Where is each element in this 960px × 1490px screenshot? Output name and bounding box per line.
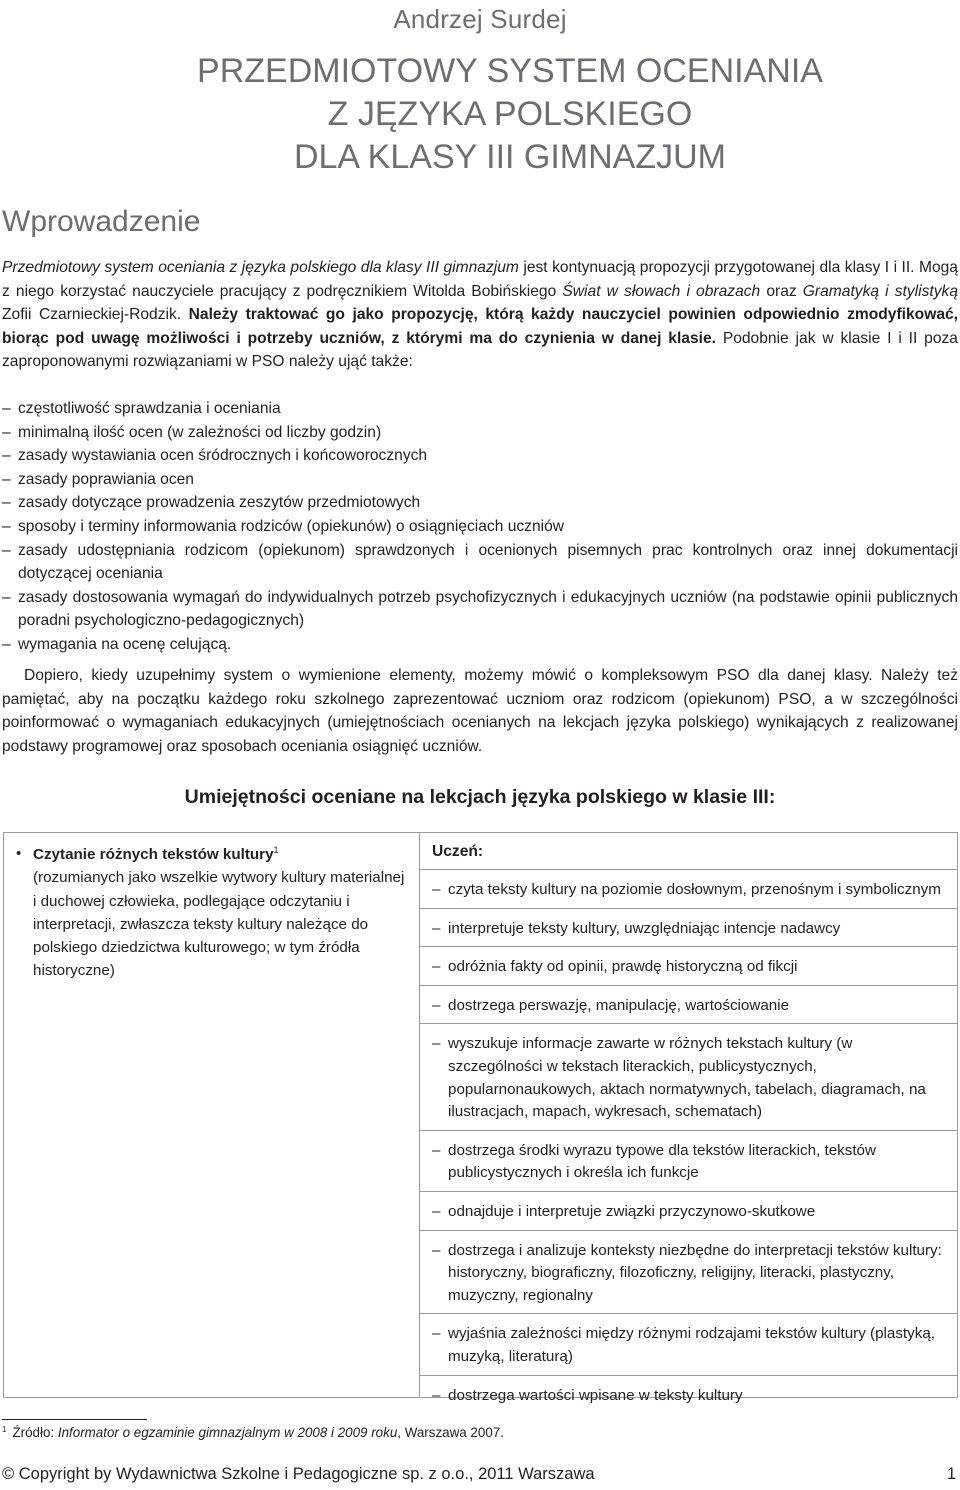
list-item: – sposoby i terminy informowania rodziców (opiekunów) o osiągnięciach uczniów — [2, 515, 958, 539]
student-skills-column — [420, 833, 957, 1404]
skill-category-description: (rozumianych jako wszelkie wytwory kultury materialnej i duchowej człowieka, podlegające odczytaniu i interpretacji, zwłaszcza teksty kultury należące do polskiego dziedzictwa kulturowego; w tym źródła historyczne) — [33, 869, 405, 980]
footnote — [2, 1424, 504, 1442]
copyright-notice: © Copyright by Wydawnictwa Szkolne i Pedagogiczne sp. z o.o., 2011 Warszawa — [2, 1465, 595, 1483]
footnote-source-title: Informator o egzaminie gimnazjalnym w 2008 i 2009 roku — [57, 1425, 398, 1440]
author-name: Andrzej Surdej — [393, 4, 567, 34]
footnote-reference: 1 — [273, 844, 279, 855]
list-item: – wymagania na ocenę celującą. — [2, 633, 958, 657]
intro-paragraph — [2, 256, 958, 374]
title-line-2: Z JĘZYKA POLSKIEGO — [327, 95, 693, 133]
intro-heading: Wprowadzenie — [2, 205, 201, 238]
student-skills-list — [420, 870, 957, 1413]
table-row: – dostrzega środki wyrazu typowe dla tekstów literackich, tekstów publicystycznych i określa ich funkcje — [420, 1131, 957, 1192]
table-row: – interpretuje teksty kultury, uwzględniając intencje nadawcy — [420, 909, 957, 948]
list-item: – zasady poprawiania ocen — [2, 468, 958, 492]
title-line-1: PRZEDMIOTOWY SYSTEM OCENIANIA — [197, 52, 823, 90]
intro-italic-2: Świat w słowach i obrazach — [562, 282, 761, 300]
table-row: – odnajduje i interpretuje związki przyczynowo-skutkowe — [420, 1192, 957, 1231]
skills-heading: Umiejętności oceniane na lekcjach języka polskiego w klasie III: — [184, 786, 776, 808]
title-line-3: DLA KLASY III GIMNAZJUM — [293, 138, 727, 176]
footnote-mark: 1 — [2, 1424, 7, 1434]
intro-text-3: Zofii Czarnieckiej-Rodzik. — [2, 306, 189, 324]
table-row: – wyjaśnia zależności między różnymi rodzajami tekstów kultury (plastyką, muzyką, literaturą) — [420, 1314, 957, 1375]
table-row: – czyta teksty kultury na poziomie dosłownym, przenośnym i symbolicznym — [420, 870, 957, 909]
skills-table — [3, 832, 958, 1404]
table-row: – dostrzega wartości wpisane w teksty kultury — [420, 1376, 957, 1414]
list-item: – zasady dostosowania wymagań do indywidualnych potrzeb psychofizycznych i edukacyjnych uczniów (na podstawie opinii publicznych poradni psychologiczno-pedagogicznych) — [2, 586, 958, 633]
skill-category-cell — [4, 833, 420, 1397]
footnote-suffix: , Warszawa 2007. — [397, 1425, 504, 1440]
table-row: – wyszukuje informacje zawarte w różnych tekstach kultury (w szczególności w tekstach literackich, publicystycznych, popularnonaukowych, aktach normatywnych, tabelach, diagramach, na ilustracjach, mapach, wykresach, schematach) — [420, 1024, 957, 1130]
skill-category-text — [16, 843, 409, 983]
intro-text-4: Podobnie jak w klasie I i II poza zaproponowanymi rozwiązaniami w PSO należy ująć także: — [2, 329, 958, 371]
list-item: – częstotliwość sprawdzania i oceniania — [2, 397, 958, 421]
list-item: – zasady wystawiania ocen śródrocznych i końcoworocznych — [2, 444, 958, 468]
page-number: 1 — [946, 1465, 956, 1483]
intro-italic-1: Przedmiotowy system oceniania z języka polskiego dla klasy III gimnazjum — [2, 259, 519, 276]
closing-paragraph: Dopiero, kiedy uzupełnimy system o wymienione elementy, możemy mówić o kompleksowym PSO dla danej klasy. Należy też pamiętać, aby na początku każdego roku szkolnego zaprezentować uczniom oraz rodzicom (opiekunom) PSO, a w szczególności poinformować o wymaganiach edukacyjnych (umiejętnościach ocenianych na lekcjach języka polskiego) wynikających z realizowanej podstawy programowej oraz sposobach oceniania osiągnięć uczniów. — [2, 667, 958, 755]
skill-category-title: Czytanie różnych tekstów kultury — [33, 846, 274, 863]
table-row: – dostrzega i analizuje konteksty niezbędne do interpretacji tekstów kultury: historyczny, biograficzny, filozoficzny, religijny, literacki, plastyczny, muzyczny, regionalny — [420, 1231, 957, 1315]
footnote-divider — [2, 1419, 147, 1420]
intro-bold-note: Należy traktować go jako propozycję, którą każdy nauczyciel powinien odpowiednio zmodyfikować, biorąc pod uwagę możliwości i potrzeby uczniów, z którymi ma do czynienia w danej klasie. — [2, 306, 958, 347]
bullet-icon: • — [16, 845, 22, 862]
intro-italic-3: Gramatyką i stylistyką — [802, 282, 959, 300]
student-header: Uczeń: — [420, 833, 957, 870]
list-item: – minimalną ilość ocen (w zależności od liczby godzin) — [2, 421, 958, 445]
table-row: – dostrzega perswazję, manipulację, wartościowanie — [420, 986, 957, 1025]
footnote-prefix: Źródło: — [12, 1425, 58, 1440]
pso-elements-list — [2, 397, 958, 657]
intro-text-1: jest kontynuacją propozycji przygotowanej dla klasy I i II. Mogą z niego korzystać nauczyciele pracujący z podręcznikiem Witolda Bobińskiego — [2, 259, 958, 300]
table-row: – odróżnia fakty od opinii, prawdę historyczną od fikcji — [420, 947, 957, 986]
list-item: – zasady udostępniania rodzicom (opiekunom) sprawdzonych i ocenionych pisemnych prac kontrolnych oraz innej dokumentacji dotyczącej oceniania — [2, 539, 958, 586]
document-title — [60, 50, 960, 179]
intro-text-2: oraz — [760, 282, 803, 300]
list-item: – zasady dotyczące prowadzenia zeszytów przedmiotowych — [2, 491, 958, 515]
